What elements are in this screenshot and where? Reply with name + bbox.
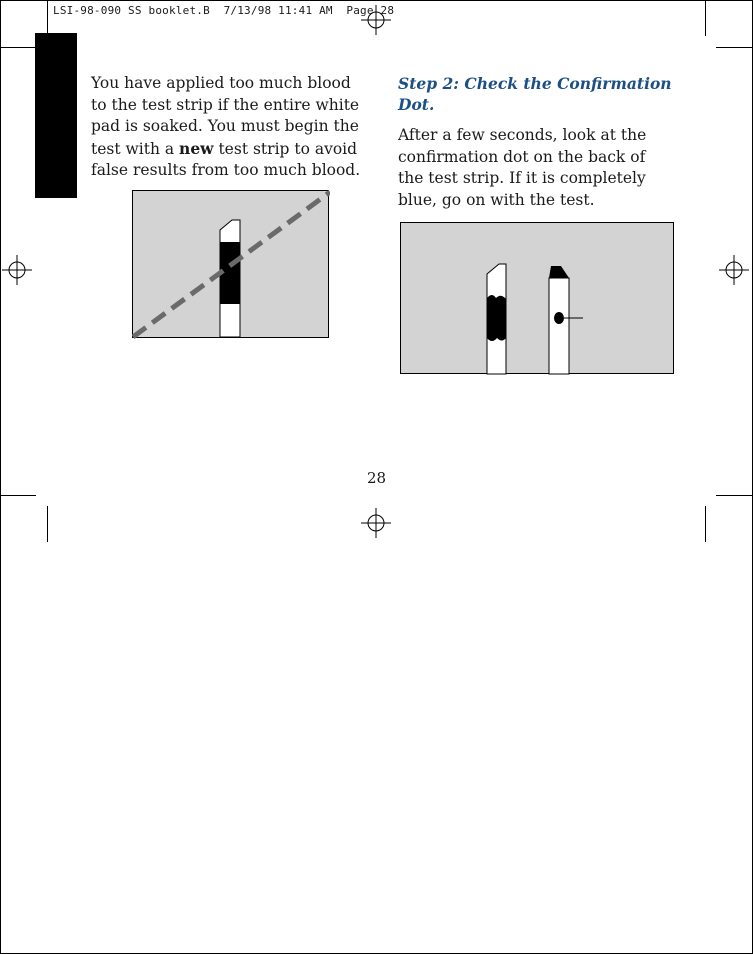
registration-mark-bottom-icon: [361, 508, 391, 538]
registration-mark-right-icon: [719, 255, 749, 285]
crop-mark-bottom-left-vertical: [47, 506, 48, 542]
paragraph-text-start: You have applied too much blood to the test strip if the entire white pad is soaked. You must begin the test with a: [91, 74, 360, 158]
slug-file: LSI-98-090 SS booklet.B: [53, 4, 210, 17]
crop-mark-top-right-horizontal: [716, 47, 753, 48]
crop-mark-bottom-right-horizontal: [716, 495, 753, 496]
confirmation-dot: [554, 312, 564, 324]
slug-date: 7/13/98 11:41 AM: [223, 4, 333, 17]
crop-mark-top-left-horizontal: [0, 47, 36, 48]
crop-mark-bottom-left-horizontal: [0, 495, 36, 496]
too-much-blood-paragraph: [91, 73, 366, 182]
crop-mark-top-right-vertical: [705, 0, 706, 36]
step-2-heading: Step 2: Check the Confirmation Dot.: [398, 74, 672, 114]
test-strip-icon: [220, 220, 240, 337]
soaked-strip-illustration: [132, 190, 330, 340]
registration-mark-left-icon: [2, 255, 32, 285]
paragraph-text-end: test strip to avoid false results from too much blood.: [91, 139, 361, 179]
page-number: 28: [366, 469, 387, 487]
section-tab: [35, 33, 77, 198]
crop-mark-top-left-vertical: [47, 0, 48, 36]
confirmation-dot-illustration: [400, 222, 675, 375]
slug-page: Page 28: [346, 4, 395, 17]
confirmation-dot-paragraph: After a few seconds, look at the confirmation dot on the back of the test strip. If it is completely blue, go on with the test.: [398, 126, 647, 209]
registration-mark-top-icon: [361, 5, 391, 35]
strip-front-icon: [487, 264, 506, 374]
crop-mark-bottom-right-vertical: [705, 506, 706, 542]
emphasis-new: new: [179, 138, 214, 158]
printer-slug: [51, 4, 396, 17]
